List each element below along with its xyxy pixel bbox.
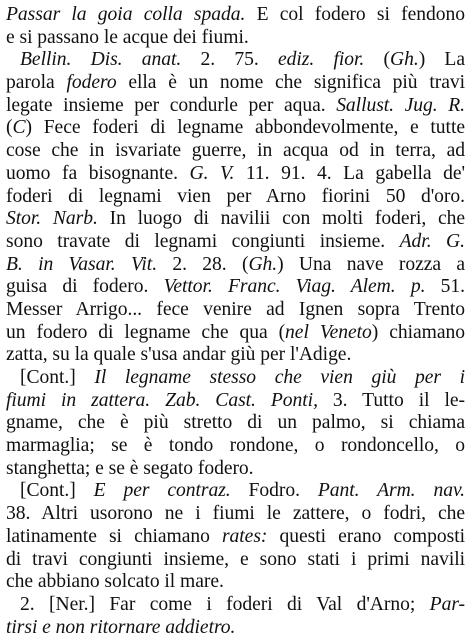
italic-text-segment: nel Veneto bbox=[285, 321, 372, 343]
italic-text-segment: tirsi e non ritornare addietro. bbox=[6, 616, 236, 638]
text-segment: foderi di legnami vien per Arno fiorini 50 d'oro. bbox=[6, 185, 465, 207]
text-segment: ella è un nome che significa più travi bbox=[116, 72, 465, 94]
text-segment: 11. 91. 4. La gabella de' bbox=[234, 162, 465, 184]
text-line bbox=[6, 480, 465, 503]
text-segment: ( bbox=[364, 49, 390, 71]
text-segment: marmaglia; se è tondo rondone, o rondoncello, o bbox=[6, 435, 465, 457]
italic-text-segment: Pant. Arm. nav. bbox=[317, 480, 465, 502]
italic-text-segment: rates: bbox=[221, 525, 268, 547]
text-segment: latinamente si chiamano bbox=[6, 525, 222, 547]
italic-text-segment: Stor. Narb. bbox=[6, 208, 98, 230]
text-segment: 3. Tutto il le- bbox=[317, 389, 465, 411]
text-line bbox=[6, 594, 465, 617]
text-segment: 2. 28. ( bbox=[157, 253, 249, 275]
italic-text-segment: ediz. fior. bbox=[277, 49, 365, 71]
text-line bbox=[6, 412, 465, 435]
italic-text-segment: B. in Vasar. Vit. bbox=[6, 253, 158, 275]
italic-text-segment: E per contraz. bbox=[93, 480, 231, 502]
italic-text-segment: Gh. bbox=[389, 49, 419, 71]
text-line bbox=[6, 367, 465, 390]
text-line bbox=[6, 390, 465, 413]
italic-text-segment: Gh. bbox=[248, 253, 278, 275]
text-segment: ) Fece foderi di legname abbondevolmente, e tutte bbox=[25, 117, 465, 139]
text-line bbox=[6, 254, 465, 277]
text-segment: Fodro. bbox=[230, 480, 318, 502]
text-segment: In luogo di navilii con molti foderi, che bbox=[97, 208, 465, 230]
text-line bbox=[6, 571, 465, 594]
italic-text-segment: Adr. G. bbox=[399, 230, 465, 252]
text-segment: [Cont.] bbox=[20, 480, 94, 502]
text-line bbox=[6, 617, 465, 639]
text-segment: 2. [Ner.] Far come i foderi di Val d'Arno; bbox=[20, 593, 430, 615]
text-line bbox=[6, 231, 465, 254]
text-segment: 38. Altri usorono ne i fiumi le zattere, o fodri, che bbox=[6, 503, 465, 525]
text-segment bbox=[150, 390, 165, 411]
text-segment: e si passano le acque dei fiumi. bbox=[6, 26, 249, 48]
text-line bbox=[6, 4, 465, 27]
italic-text-segment: G. V. bbox=[189, 162, 235, 184]
text-segment: Messer Arrigo... fece venire ad Ignen sopra Trento bbox=[6, 298, 465, 320]
text-line bbox=[6, 299, 465, 322]
text-segment: ( bbox=[6, 117, 13, 139]
text-line bbox=[6, 49, 465, 72]
text-line bbox=[6, 526, 465, 549]
text-segment: sono travate di legnami congiunti insieme. bbox=[6, 230, 400, 252]
italic-text-segment: Bellin. Dis. anat. bbox=[20, 49, 182, 71]
text-line bbox=[6, 95, 465, 118]
text-segment: 2. 75. bbox=[181, 49, 278, 71]
text-segment: [Cont.] bbox=[20, 367, 95, 388]
italic-text-segment: Par- bbox=[429, 593, 465, 615]
text-line bbox=[6, 140, 465, 163]
italic-text-segment: Sallust. Jug. R. bbox=[336, 94, 465, 116]
italic-text-segment: fiumi in zattera. bbox=[6, 389, 151, 411]
italic-text-segment: Passar la goia colla spada. bbox=[6, 4, 246, 25]
text-line bbox=[6, 322, 465, 345]
text-segment: ) La bbox=[418, 49, 465, 71]
italic-text-segment: C bbox=[12, 117, 26, 139]
text-segment: uomo fa bisognante. bbox=[6, 162, 190, 184]
italic-text-segment: Il legname stesso che vien giù per i bbox=[94, 367, 465, 388]
text-segment: ) chiamano bbox=[371, 321, 465, 343]
text-segment: ) Una nave rozza a bbox=[277, 253, 465, 275]
text-line bbox=[6, 27, 465, 50]
text-line bbox=[6, 549, 465, 572]
text-segment: parola bbox=[6, 72, 67, 94]
text-segment: cose che in isvariate guerre, in acqua od in terra, ad bbox=[6, 140, 465, 162]
text-line bbox=[6, 163, 465, 186]
text-line bbox=[6, 72, 465, 95]
text-segment: legate insieme per condurle per aqua. bbox=[6, 94, 337, 116]
italic-text-segment: Zab. Cast. Ponti, bbox=[165, 389, 318, 411]
text-segment: 51. bbox=[425, 276, 465, 298]
text-segment: gname, che è più stretto di un palmo, si chiama bbox=[6, 412, 465, 434]
text-line bbox=[6, 435, 465, 458]
text-segment: stanghetta; e se è segato fodero. bbox=[6, 457, 254, 479]
italic-text-segment: Vettor. Franc. Viag. Alem. p. bbox=[163, 276, 426, 298]
text-segment: di travi congiunti insieme, e sono stati i primi navili bbox=[6, 548, 465, 570]
text-segment: che abbiano solcato il mare. bbox=[6, 571, 224, 593]
text-line bbox=[6, 344, 465, 367]
text-segment: E col fodero si fendono bbox=[245, 4, 465, 25]
text-line bbox=[6, 186, 465, 209]
text-line bbox=[6, 276, 465, 299]
text-line bbox=[6, 503, 465, 526]
text-segment: un fodero di legname che qua ( bbox=[6, 321, 286, 343]
text-segment: zatta, su la quale s'usa andar giù per l'Adige. bbox=[6, 344, 352, 366]
text-segment: questi erano composti bbox=[267, 525, 465, 547]
text-line bbox=[6, 458, 465, 481]
text-segment: guisa di fodero. bbox=[6, 276, 164, 298]
italic-text-segment: fodero bbox=[66, 72, 117, 94]
text-line bbox=[6, 117, 465, 140]
text-line bbox=[6, 208, 465, 231]
